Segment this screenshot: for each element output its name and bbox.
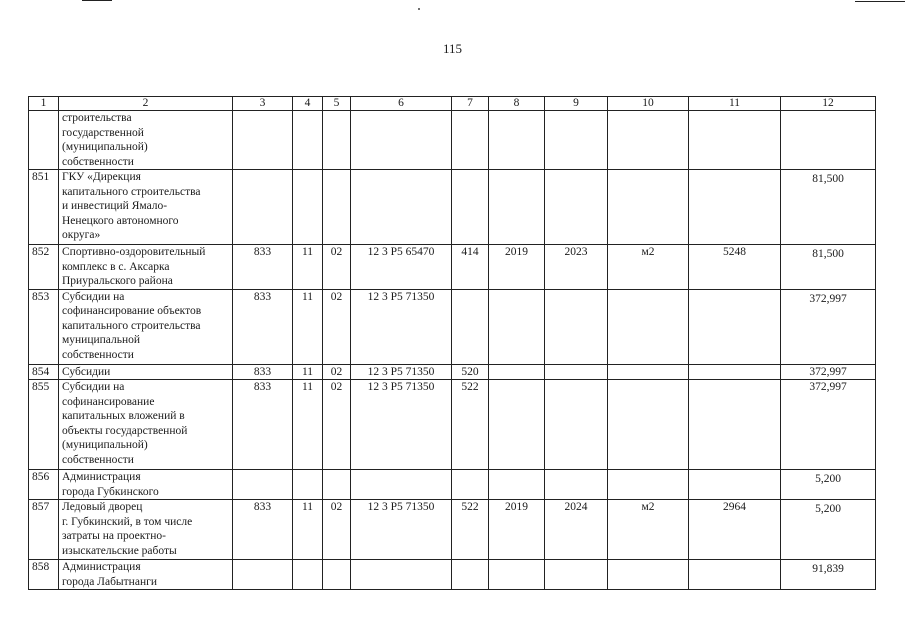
cell-capacity (689, 170, 781, 245)
cell-unit: м2 (608, 500, 689, 560)
cell-target-code: 12 3 Р5 71350 (351, 364, 452, 380)
cell-subsection: 02 (323, 500, 351, 560)
cell-expense-type (452, 170, 489, 245)
table-row (29, 500, 876, 560)
scan-speck (418, 8, 420, 10)
cell-start-year (489, 111, 545, 170)
cell-end-year (545, 470, 608, 500)
cell-unit (608, 111, 689, 170)
cell-subsection (323, 470, 351, 500)
col-header-12: 12 (781, 97, 876, 111)
cell-ministry (233, 111, 293, 170)
table-row (29, 470, 876, 500)
cell-subsection: 02 (323, 289, 351, 364)
cell-section: 11 (293, 245, 323, 290)
cell-target-code: 12 3 Р5 71350 (351, 380, 452, 470)
cell-start-year (489, 380, 545, 470)
row-number: 858 (29, 560, 59, 590)
cell-end-year (545, 289, 608, 364)
cell-expense-type: 414 (452, 245, 489, 290)
cell-unit (608, 170, 689, 245)
cell-target-code (351, 170, 452, 245)
cell-capacity (689, 364, 781, 380)
cell-unit: м2 (608, 245, 689, 290)
cell-unit (608, 380, 689, 470)
cell-target-code: 12 3 Р5 71350 (351, 500, 452, 560)
cell-capacity: 2964 (689, 500, 781, 560)
table-row (29, 289, 876, 364)
cell-ministry: 833 (233, 245, 293, 290)
cell-amount: 5,200 (781, 500, 876, 560)
cell-expense-type: 522 (452, 380, 489, 470)
cell-section (293, 111, 323, 170)
cell-subsection (323, 170, 351, 245)
col-header-4: 4 (293, 97, 323, 111)
top-rule-right (855, 1, 905, 2)
cell-capacity (689, 560, 781, 590)
page-number: 115 (442, 41, 463, 56)
cell-end-year (545, 380, 608, 470)
cell-section: 11 (293, 500, 323, 560)
cell-unit (608, 289, 689, 364)
row-name: ГКУ «Дирекция капитального строительства и инвестиций Ямало- Ненецкого автономного округа» (59, 170, 233, 245)
row-name: Администрация города Лабытнанги (59, 560, 233, 590)
col-header-11: 11 (689, 97, 781, 111)
row-name: Администрация города Губкинского (59, 470, 233, 500)
row-number: 855 (29, 380, 59, 470)
row-number: 856 (29, 470, 59, 500)
cell-capacity (689, 380, 781, 470)
cell-amount: 81,500 (781, 170, 876, 245)
table-row (29, 245, 876, 290)
col-header-10: 10 (608, 97, 689, 111)
table-row (29, 170, 876, 245)
cell-amount: 372,997 (781, 380, 876, 470)
header-row (29, 97, 876, 111)
cell-unit (608, 560, 689, 590)
cell-start-year (489, 470, 545, 500)
cell-expense-type: 522 (452, 500, 489, 560)
cell-capacity (689, 470, 781, 500)
col-header-3: 3 (233, 97, 293, 111)
cell-amount (781, 111, 876, 170)
cell-end-year (545, 560, 608, 590)
budget-table (28, 96, 876, 590)
cell-expense-type: 520 (452, 364, 489, 380)
cell-start-year (489, 289, 545, 364)
cell-end-year (545, 111, 608, 170)
cell-section (293, 470, 323, 500)
col-header-2: 2 (59, 97, 233, 111)
cell-expense-type (452, 470, 489, 500)
cell-start-year: 2019 (489, 500, 545, 560)
table-row (29, 111, 876, 170)
table-row (29, 364, 876, 380)
row-number: 853 (29, 289, 59, 364)
col-header-5: 5 (323, 97, 351, 111)
cell-section (293, 170, 323, 245)
cell-section: 11 (293, 364, 323, 380)
cell-start-year (489, 364, 545, 380)
cell-subsection (323, 111, 351, 170)
cell-target-code (351, 470, 452, 500)
cell-ministry: 833 (233, 289, 293, 364)
cell-target-code: 12 3 Р5 65470 (351, 245, 452, 290)
cell-subsection: 02 (323, 364, 351, 380)
row-number: 852 (29, 245, 59, 290)
cell-section (293, 560, 323, 590)
col-header-1: 1 (29, 97, 59, 111)
cell-section: 11 (293, 380, 323, 470)
row-number: 857 (29, 500, 59, 560)
row-name: Спортивно-оздоровительный комплекс в с. Аксарка Приуральского района (59, 245, 233, 290)
row-name: Субсидии на софинансирование объектов капитального строительства муниципальной собственности (59, 289, 233, 364)
cell-start-year (489, 170, 545, 245)
top-rule-left (82, 0, 112, 1)
cell-unit (608, 364, 689, 380)
cell-expense-type (452, 111, 489, 170)
cell-subsection (323, 560, 351, 590)
cell-ministry (233, 170, 293, 245)
cell-amount: 372,997 (781, 364, 876, 380)
row-number: 854 (29, 364, 59, 380)
row-number: 851 (29, 170, 59, 245)
cell-start-year: 2019 (489, 245, 545, 290)
cell-unit (608, 470, 689, 500)
row-name: Ледовый дворец г. Губкинский, в том числе затраты на проектно- изыскательские работы (59, 500, 233, 560)
cell-amount: 81,500 (781, 245, 876, 290)
table-row (29, 380, 876, 470)
col-header-7: 7 (452, 97, 489, 111)
cell-expense-type (452, 560, 489, 590)
cell-ministry: 833 (233, 364, 293, 380)
cell-capacity (689, 111, 781, 170)
cell-ministry: 833 (233, 500, 293, 560)
cell-end-year (545, 364, 608, 380)
col-header-9: 9 (545, 97, 608, 111)
cell-subsection: 02 (323, 380, 351, 470)
cell-amount: 91,839 (781, 560, 876, 590)
cell-ministry (233, 470, 293, 500)
cell-end-year: 2023 (545, 245, 608, 290)
row-name: Субсидии (59, 364, 233, 380)
row-name: строительства государственной (муниципальной) собственности (59, 111, 233, 170)
cell-ministry: 833 (233, 380, 293, 470)
row-name: Субсидии на софинансирование капитальных вложений в объекты государственной (муниципальной) собственности (59, 380, 233, 470)
cell-amount: 5,200 (781, 470, 876, 500)
cell-target-code (351, 560, 452, 590)
row-number (29, 111, 59, 170)
cell-section: 11 (293, 289, 323, 364)
cell-capacity (689, 289, 781, 364)
cell-amount: 372,997 (781, 289, 876, 364)
col-header-8: 8 (489, 97, 545, 111)
cell-end-year: 2024 (545, 500, 608, 560)
cell-capacity: 5248 (689, 245, 781, 290)
cell-target-code: 12 3 Р5 71350 (351, 289, 452, 364)
cell-target-code (351, 111, 452, 170)
col-header-6: 6 (351, 97, 452, 111)
cell-ministry (233, 560, 293, 590)
cell-expense-type (452, 289, 489, 364)
cell-end-year (545, 170, 608, 245)
cell-start-year (489, 560, 545, 590)
cell-subsection: 02 (323, 245, 351, 290)
table-row (29, 560, 876, 590)
